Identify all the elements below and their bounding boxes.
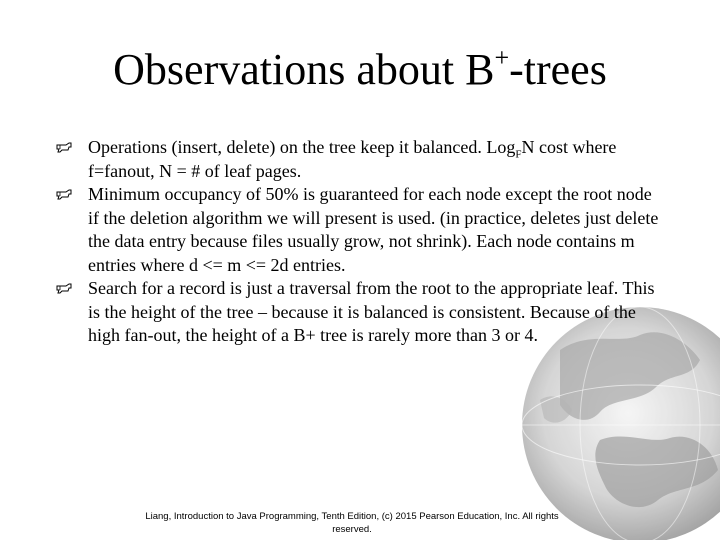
bullet-item <box>56 183 666 277</box>
title-suffix: -trees <box>509 45 607 94</box>
slide-title <box>0 44 720 96</box>
footer-copyright: Liang, Introduction to Java Programming, Tenth Edition, (c) 2015 Pearson Education, Inc. All rights reserved. <box>145 511 559 535</box>
bullet-text-1b: N cost where f=fanout, N = # of leaf pages. <box>88 137 617 181</box>
bullet-text-3: Search for a record is just a traversal from the root to the appropriate leaf. This is the height of the tree – because it is balanced is consistent. Because of the high fan-out, the height of a B+ tree is rarely more than 3 or 4. <box>88 278 655 345</box>
bullet-item <box>56 277 666 348</box>
pointing-hand-icon <box>56 187 72 201</box>
title-superscript: + <box>494 43 510 72</box>
bullet-item <box>56 136 666 183</box>
title-main: Observations about B <box>113 45 495 94</box>
pointing-hand-icon <box>56 140 72 154</box>
bullet-text-2: Minimum occupancy of 50% is guaranteed for each node except the root node if the deletion algorithm we will present is used. (in practice, deletes just delete the data entry because files usually grow, not shrink). Each node contains m entries where d <= m <= 2d entries. <box>88 184 659 275</box>
bullet-list <box>56 136 666 348</box>
log-subscript: F <box>515 148 522 161</box>
pointing-hand-icon <box>56 281 72 295</box>
bullet-text-1a: Operations (insert, delete) on the tree keep it balanced. Log <box>88 137 516 157</box>
